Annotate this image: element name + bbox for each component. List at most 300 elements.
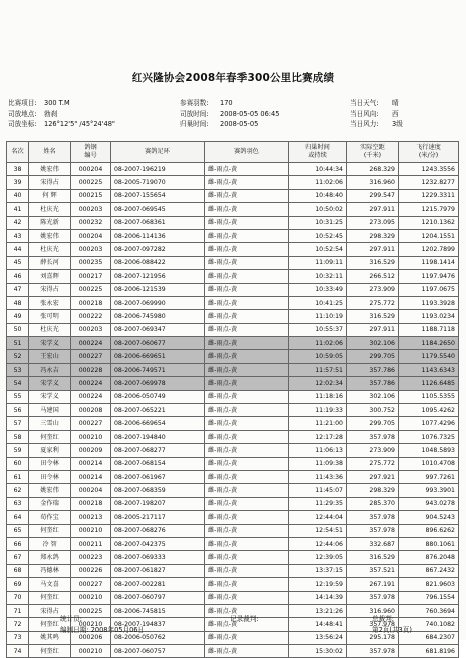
- color-cell: 雌-雨点-黄: [205, 283, 289, 296]
- distance-cell: 316.960: [347, 176, 399, 189]
- return-time-cell: 10:33:49: [289, 283, 347, 296]
- return-time-cell: 10:55:37: [289, 323, 347, 336]
- color-cell: 雌-雨点-黄: [205, 203, 289, 216]
- table-row: [7, 457, 459, 470]
- speed-cell: 943.0278: [399, 497, 459, 510]
- loft-number-cell: 000203: [71, 203, 111, 216]
- table-row: [7, 444, 459, 457]
- speed-cell: 896.6262: [399, 524, 459, 537]
- race-type-value: 300 T.M: [44, 99, 70, 107]
- ring-cell: 08-2006-121539: [111, 283, 205, 296]
- name-cell: 陈光新: [29, 216, 71, 229]
- rank-cell: 56: [7, 404, 29, 417]
- distance-cell: 295.178: [347, 631, 399, 644]
- distance-cell: 285.370: [347, 497, 399, 510]
- loft-number-cell: 000203: [71, 323, 111, 336]
- speed-cell: 1076.7325: [399, 430, 459, 443]
- table-row: [7, 163, 459, 176]
- color-cell: 雌-雨点-黄: [205, 537, 289, 550]
- color-cell: 雌-雨点-黄: [205, 323, 289, 336]
- name-cell: 何奎红: [29, 524, 71, 537]
- distance-cell: 298.329: [347, 229, 399, 242]
- organizer-value: 勃刹: [44, 109, 58, 118]
- ring-cell: 08-2007-121956: [111, 270, 205, 283]
- table-row: [7, 323, 459, 336]
- name-cell: 张可明: [29, 310, 71, 323]
- return-time-cell: 15:30:02: [289, 645, 347, 658]
- ring-cell: 08-2007-194840: [111, 430, 205, 443]
- loft-number-cell: 000227: [71, 350, 111, 363]
- return-time-cell: 11:21:00: [289, 417, 347, 430]
- return-time-cell: 12:17:28: [289, 430, 347, 443]
- ring-cell: 08-2006-669651: [111, 350, 205, 363]
- table-row: [7, 363, 459, 376]
- loft-number-cell: 000224: [71, 337, 111, 350]
- color-cell: 雌-雨点-黄: [205, 176, 289, 189]
- name-cell: 宋学义: [29, 337, 71, 350]
- name-cell: 马建国: [29, 404, 71, 417]
- distance-cell: 357.978: [347, 645, 399, 658]
- ring-cell: 08-2007-060797: [111, 591, 205, 604]
- name-cell: 金作瑞: [29, 497, 71, 510]
- loft-number-cell: 000206: [71, 631, 111, 644]
- table-row: [7, 551, 459, 564]
- ring-cell: 08-2007-069545: [111, 203, 205, 216]
- distance-cell: 332.687: [347, 537, 399, 550]
- ring-cell: 08-2007-097282: [111, 243, 205, 256]
- color-cell: 雌-雨点-黄: [205, 444, 289, 457]
- header-speed: 飞行速度 (米/分): [399, 142, 459, 163]
- name-cell: 杜庆光: [29, 243, 71, 256]
- rank-cell: 45: [7, 256, 29, 269]
- name-cell: 姚其鸣: [29, 631, 71, 644]
- table-row: [7, 270, 459, 283]
- color-cell: 雌-雨点-黄: [205, 618, 289, 631]
- color-cell: 雌-雨点-黄: [205, 363, 289, 376]
- table-row: [7, 390, 459, 403]
- table-row: [7, 203, 459, 216]
- name-cell: 王宏山: [29, 350, 71, 363]
- distance-cell: 357.978: [347, 524, 399, 537]
- return-time-cell: 14:48:41: [289, 618, 347, 631]
- distance-cell: 298.329: [347, 484, 399, 497]
- rank-cell: 54: [7, 377, 29, 390]
- distance-cell: 357.978: [347, 591, 399, 604]
- color-cell: 雌-雨点-黄: [205, 243, 289, 256]
- loft-number-cell: 000217: [71, 270, 111, 283]
- header-name: 姓名: [29, 142, 71, 163]
- ring-cell: 08-2006-669654: [111, 417, 205, 430]
- race-info-middle: [180, 98, 279, 130]
- table-row: [7, 537, 459, 550]
- rank-cell: 72: [7, 618, 29, 631]
- return-time-cell: 11:06:13: [289, 444, 347, 457]
- speed-cell: 1188.7118: [399, 323, 459, 336]
- name-cell: 宋得占: [29, 283, 71, 296]
- color-cell: 雌-雨点-黄: [205, 337, 289, 350]
- ring-cell: 08-2006-050749: [111, 390, 205, 403]
- table-row: [7, 176, 459, 189]
- name-cell: 薛长河: [29, 256, 71, 269]
- table-row: [7, 497, 459, 510]
- table-row: [7, 470, 459, 483]
- distance-cell: 316.529: [347, 256, 399, 269]
- ring-cell: 08-2006-050762: [111, 631, 205, 644]
- entries-label: 参赛羽数:: [180, 99, 209, 107]
- loft-number-cell: 000210: [71, 430, 111, 443]
- ring-cell: 08-2007-002281: [111, 578, 205, 591]
- ring-cell: 08-2007-061827: [111, 564, 205, 577]
- wind-power-label: 当日风力:: [350, 120, 379, 128]
- header-ring: 赛鸽足环: [111, 142, 205, 163]
- name-cell: 荀作宝: [29, 511, 71, 524]
- loft-number-cell: 000210: [71, 618, 111, 631]
- return-time-cell: 11:02:06: [289, 337, 347, 350]
- rank-cell: 38: [7, 163, 29, 176]
- rank-cell: 64: [7, 511, 29, 524]
- loft-number-cell: 000232: [71, 216, 111, 229]
- table-row: [7, 377, 459, 390]
- table-row: [7, 564, 459, 577]
- return-time-cell: 11:02:06: [289, 176, 347, 189]
- loft-number-cell: 000226: [71, 564, 111, 577]
- return-time-cell: 11:45:07: [289, 484, 347, 497]
- ring-cell: 08-2006-745980: [111, 310, 205, 323]
- color-cell: 雌-雨点-黄: [205, 350, 289, 363]
- speed-cell: 760.3694: [399, 604, 459, 617]
- return-time-cell: 10:41:25: [289, 296, 347, 309]
- rank-cell: 41: [7, 203, 29, 216]
- loft-number-cell: 000224: [71, 390, 111, 403]
- wind-direction-label: 当日风向:: [350, 109, 379, 118]
- loft-number-cell: 000208: [71, 404, 111, 417]
- rank-cell: 66: [7, 537, 29, 550]
- table-row: [7, 430, 459, 443]
- release-coord-label: 司放坐标:: [8, 120, 37, 128]
- wind-power-value: 3级: [392, 120, 403, 128]
- rank-cell: 58: [7, 430, 29, 443]
- table-body: [7, 163, 459, 658]
- return-time-cell: 12:44:06: [289, 537, 347, 550]
- ring-cell: 08-2007-060757: [111, 645, 205, 658]
- color-cell: 雌-雨点-黄: [205, 377, 289, 390]
- table-header-row: [7, 142, 459, 163]
- speed-cell: 1048.5893: [399, 444, 459, 457]
- name-cell: 何奎红: [29, 430, 71, 443]
- loft-number-cell: 000227: [71, 417, 111, 430]
- speed-cell: 796.1554: [399, 591, 459, 604]
- color-cell: 雌-雨点-黄: [205, 404, 289, 417]
- speed-cell: 681.8196: [399, 645, 459, 658]
- speed-cell: 1184.2650: [399, 337, 459, 350]
- header-rank: 名次: [7, 142, 29, 163]
- loft-number-cell: 000224: [71, 377, 111, 390]
- return-time-cell: 10:50:02: [289, 203, 347, 216]
- table-row: [7, 243, 459, 256]
- name-cell: 宋得占: [29, 176, 71, 189]
- speed-cell: 904.5243: [399, 511, 459, 524]
- rank-cell: 62: [7, 484, 29, 497]
- return-time-label: 归巢时间:: [180, 120, 209, 128]
- results-table: [6, 141, 459, 658]
- rank-cell: 69: [7, 578, 29, 591]
- header-return-time: 归巢时间 或持续: [289, 142, 347, 163]
- loft-number-cell: 000218: [71, 296, 111, 309]
- rank-cell: 39: [7, 176, 29, 189]
- rank-cell: 74: [7, 645, 29, 658]
- loft-number-cell: 000214: [71, 470, 111, 483]
- ring-cell: 08-2007-069990: [111, 296, 205, 309]
- rank-cell: 52: [7, 350, 29, 363]
- return-time-cell: 11:10:19: [289, 310, 347, 323]
- return-time-cell: 10:59:05: [289, 350, 347, 363]
- race-type-label: 比赛项目:: [8, 99, 37, 107]
- distance-cell: 275.772: [347, 296, 399, 309]
- ring-cell: 08-2007-042375: [111, 537, 205, 550]
- speed-cell: 867.2432: [399, 564, 459, 577]
- table-row: [7, 256, 459, 269]
- speed-cell: 993.3901: [399, 484, 459, 497]
- color-cell: 雌-雨点-黄: [205, 430, 289, 443]
- header-color: 赛鸽羽色: [205, 142, 289, 163]
- name-cell: 杜庆光: [29, 323, 71, 336]
- distance-cell: 357.521: [347, 564, 399, 577]
- speed-cell: 1077.4296: [399, 417, 459, 430]
- release-coord-value: 126°12'5" /45°24'48": [44, 120, 115, 128]
- distance-cell: 273.909: [347, 444, 399, 457]
- rank-cell: 51: [7, 337, 29, 350]
- speed-cell: 740.1082: [399, 618, 459, 631]
- return-time-cell: 12:02:34: [289, 377, 347, 390]
- rank-cell: 63: [7, 497, 29, 510]
- color-cell: 雌-雨点-黄: [205, 216, 289, 229]
- ring-cell: 08-2007-069333: [111, 551, 205, 564]
- color-cell: 雌-雨点-黄: [205, 591, 289, 604]
- speed-cell: 1126.6485: [399, 377, 459, 390]
- speed-cell: 1143.6343: [399, 363, 459, 376]
- speed-cell: 1193.3928: [399, 296, 459, 309]
- speed-cell: 1095.4262: [399, 404, 459, 417]
- rank-cell: 57: [7, 417, 29, 430]
- table-row: [7, 189, 459, 202]
- return-time-cell: 11:18:16: [289, 390, 347, 403]
- compile-date: [60, 624, 144, 634]
- loft-number-cell: 000235: [71, 256, 111, 269]
- rank-cell: 40: [7, 189, 29, 202]
- return-time-value: 2008-05-05: [220, 120, 259, 128]
- rank-cell: 50: [7, 323, 29, 336]
- ring-cell: 08-2005-217117: [111, 511, 205, 524]
- speed-cell: 1229.3311: [399, 189, 459, 202]
- chief-judge-label: 总裁判:: [372, 615, 395, 623]
- color-cell: 雌-雨点-黄: [205, 524, 289, 537]
- distance-cell: 300.752: [347, 404, 399, 417]
- name-cell: 刘喜辉: [29, 270, 71, 283]
- loft-number-cell: 000210: [71, 645, 111, 658]
- table-row: [7, 591, 459, 604]
- color-cell: 雌-雨点-黄: [205, 417, 289, 430]
- statistician-label: 统计员:: [60, 615, 83, 623]
- distance-cell: 273.909: [347, 283, 399, 296]
- color-cell: 雌-雨点-黄: [205, 604, 289, 617]
- distance-cell: 316.529: [347, 310, 399, 323]
- return-time-cell: 11:57:51: [289, 363, 347, 376]
- release-time-value: 2008-05-05 06:45: [220, 109, 280, 118]
- color-cell: 雌-雨点-黄: [205, 497, 289, 510]
- ring-cell: 08-2006-745815: [111, 604, 205, 617]
- ring-cell: 08-2007-068277: [111, 444, 205, 457]
- ring-cell: 08-2007-068359: [111, 484, 205, 497]
- loft-number-cell: 000210: [71, 524, 111, 537]
- rank-cell: 60: [7, 457, 29, 470]
- return-time-cell: 13:21:26: [289, 604, 347, 617]
- color-cell: 雌-雨点-黄: [205, 189, 289, 202]
- color-cell: 雌-雨点-黄: [205, 163, 289, 176]
- speed-cell: 821.9603: [399, 578, 459, 591]
- loft-number-cell: 000225: [71, 604, 111, 617]
- name-cell: 宋学义: [29, 377, 71, 390]
- return-time-cell: 10:31:25: [289, 216, 347, 229]
- return-time-cell: 12:54:51: [289, 524, 347, 537]
- distance-cell: 357.978: [347, 430, 399, 443]
- speed-cell: 684.2307: [399, 631, 459, 644]
- rank-cell: 61: [7, 470, 29, 483]
- speed-cell: 1197.0675: [399, 283, 459, 296]
- speed-cell: 1010.4708: [399, 457, 459, 470]
- speed-cell: 1179.5540: [399, 350, 459, 363]
- name-cell: 冷 智: [29, 537, 71, 550]
- distance-cell: 316.960: [347, 604, 399, 617]
- return-time-cell: 10:48:40: [289, 189, 347, 202]
- rank-cell: 59: [7, 444, 29, 457]
- loft-number-cell: 000204: [71, 163, 111, 176]
- table-row: [7, 417, 459, 430]
- table-row: [7, 484, 459, 497]
- ring-cell: 08-2005-719070: [111, 176, 205, 189]
- rank-cell: 49: [7, 310, 29, 323]
- organizer-label: 司放地点:: [8, 109, 37, 118]
- loft-number-cell: 000204: [71, 229, 111, 242]
- distance-cell: 267.191: [347, 578, 399, 591]
- name-cell: 郑永鸽: [29, 551, 71, 564]
- distance-cell: 302.106: [347, 337, 399, 350]
- entries-value: 170: [220, 99, 233, 107]
- distance-cell: 357.786: [347, 363, 399, 376]
- table-row: [7, 283, 459, 296]
- ring-cell: 08-2007-069978: [111, 377, 205, 390]
- distance-cell: 357.786: [347, 377, 399, 390]
- return-time-cell: 14:14:39: [289, 591, 347, 604]
- loft-number-cell: 000213: [71, 511, 111, 524]
- ring-cell: 08-2006-749571: [111, 363, 205, 376]
- color-cell: 雌-雨点-黄: [205, 551, 289, 564]
- loft-number-cell: 000225: [71, 176, 111, 189]
- distance-cell: 316.529: [347, 551, 399, 564]
- return-time-cell: 13:37:15: [289, 564, 347, 577]
- rank-cell: 55: [7, 390, 29, 403]
- release-time-label: 司放时间:: [180, 109, 209, 118]
- loft-number-cell: 000218: [71, 497, 111, 510]
- header-loft-number: 鸽钢 编号: [71, 142, 111, 163]
- distance-cell: 299.705: [347, 417, 399, 430]
- rank-cell: 48: [7, 296, 29, 309]
- name-cell: 冯德林: [29, 564, 71, 577]
- name-cell: 宋学义: [29, 390, 71, 403]
- distance-cell: 275.772: [347, 457, 399, 470]
- name-cell: 张永宏: [29, 296, 71, 309]
- loft-number-cell: 000203: [71, 243, 111, 256]
- name-cell: 何 辉: [29, 189, 71, 202]
- race-info-right: [350, 98, 403, 130]
- distance-cell: 299.547: [347, 189, 399, 202]
- rank-cell: 53: [7, 363, 29, 376]
- return-time-cell: 11:09:11: [289, 256, 347, 269]
- ring-cell: 08-2007-069347: [111, 323, 205, 336]
- loft-number-cell: 000209: [71, 444, 111, 457]
- loft-number-cell: 000215: [71, 189, 111, 202]
- distance-cell: 357.978: [347, 618, 399, 631]
- table-row: [7, 645, 459, 658]
- rank-cell: 46: [7, 270, 29, 283]
- speed-cell: 1197.9476: [399, 270, 459, 283]
- rank-cell: 42: [7, 216, 29, 229]
- loft-number-cell: 000223: [71, 551, 111, 564]
- speed-cell: 1215.7979: [399, 203, 459, 216]
- rank-cell: 73: [7, 631, 29, 644]
- ring-cell: 08-2007-060677: [111, 337, 205, 350]
- loft-number-cell: 000211: [71, 537, 111, 550]
- loft-number-cell: 000204: [71, 484, 111, 497]
- distance-cell: 297.911: [347, 323, 399, 336]
- name-cell: 何奎红: [29, 645, 71, 658]
- race-info-left: [8, 98, 115, 130]
- speed-cell: 1105.5355: [399, 390, 459, 403]
- distance-cell: 357.978: [347, 511, 399, 524]
- ring-cell: 08-2007-065221: [111, 404, 205, 417]
- ring-cell: 08-2007-198207: [111, 497, 205, 510]
- return-time-cell: 11:19:33: [289, 404, 347, 417]
- ring-cell: 08-2007-068276: [111, 524, 205, 537]
- rank-cell: 68: [7, 564, 29, 577]
- speed-cell: 1193.0234: [399, 310, 459, 323]
- loft-number-cell: 000210: [71, 591, 111, 604]
- ring-cell: 08-2006-088422: [111, 256, 205, 269]
- color-cell: 雌-雨点-黄: [205, 645, 289, 658]
- name-cell: 姚宏伟: [29, 484, 71, 497]
- ring-cell: 08-2007-155654: [111, 189, 205, 202]
- distance-cell: 266.512: [347, 270, 399, 283]
- ring-cell: 08-2007-068361: [111, 216, 205, 229]
- name-cell: 何奎红: [29, 618, 71, 631]
- return-time-cell: 11:29:35: [289, 497, 347, 510]
- table-row: [7, 524, 459, 537]
- table-row: [7, 229, 459, 242]
- table-row: [7, 296, 459, 309]
- compile-date-label: 编制日期:: [60, 626, 89, 634]
- ring-cell: 08-2006-114136: [111, 229, 205, 242]
- distance-cell: 268.329: [347, 163, 399, 176]
- color-cell: 雌-雨点-黄: [205, 270, 289, 283]
- color-cell: 雌-雨点-黄: [205, 457, 289, 470]
- wind-direction-value: 西: [392, 109, 399, 118]
- name-cell: 田令林: [29, 470, 71, 483]
- compile-date-value: 2008年05月06日: [90, 626, 145, 634]
- document-title: 红兴隆协会2008年春季300公里比赛成绩: [131, 72, 335, 84]
- color-cell: 雌-雨点-黄: [205, 564, 289, 577]
- name-cell: 姚宏伟: [29, 229, 71, 242]
- page-indicator: 第2页(共3页): [372, 626, 412, 634]
- name-cell: 冯永吉: [29, 363, 71, 376]
